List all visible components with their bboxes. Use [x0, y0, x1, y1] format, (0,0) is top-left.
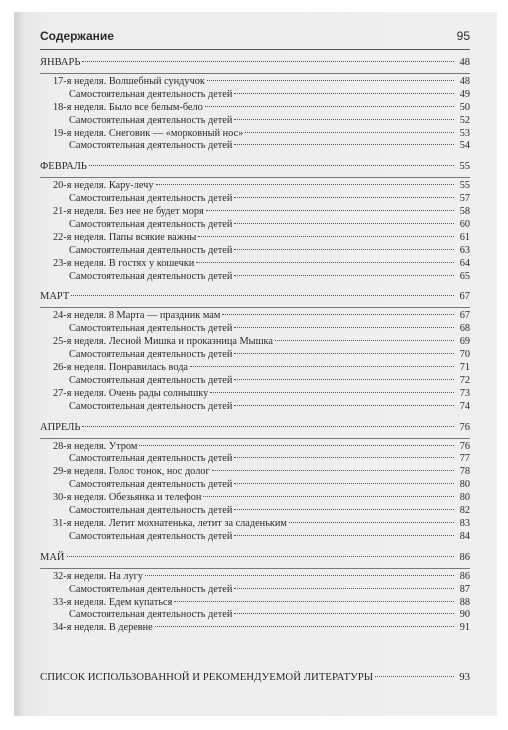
toc-entry-label: Самостоятельная деятельность детей: [69, 505, 233, 517]
dot-leader: [234, 588, 454, 589]
toc-entry-label: 33-я неделя. Едем купаться: [53, 596, 173, 608]
month-section: [40, 422, 470, 544]
dot-leader: [275, 340, 454, 341]
toc-week-entry: [40, 466, 470, 479]
month-name: АПРЕЛЬ: [40, 421, 81, 433]
toc-subentry: [40, 479, 470, 492]
toc-entry-page: 57: [459, 193, 470, 205]
toc-entry-label: Самостоятельная деятельность детей: [69, 140, 233, 152]
toc-entry-page: 74: [459, 400, 470, 412]
toc-entry-label: Самостоятельная деятельность детей: [69, 479, 233, 491]
toc-week-entry: [40, 102, 470, 115]
toc-entry-page: 91: [459, 622, 470, 634]
toc-entry-label: Самостоятельная деятельность детей: [69, 374, 233, 386]
month-section: [40, 161, 470, 283]
toc-entry-page: 78: [459, 466, 470, 478]
dot-leader: [234, 353, 454, 354]
toc-entry-page: 50: [459, 101, 470, 113]
toc-week-entry: [40, 622, 470, 635]
toc-subentry: [40, 89, 470, 102]
toc-entry-label: 32-я неделя. На лугу: [53, 570, 144, 582]
toc-entry-page: 49: [459, 88, 470, 100]
toc-entry-label: 29-я неделя. Голос тонок, нос долог: [53, 466, 210, 478]
toc-subentry: [40, 115, 470, 128]
dot-leader: [203, 496, 454, 497]
toc-subentry: [40, 245, 470, 258]
toc-week-entry: [40, 362, 470, 375]
month-heading: [40, 57, 470, 74]
dot-leader: [234, 509, 454, 510]
table-of-contents: [40, 57, 470, 643]
toc-entry-label: 25-я неделя. Лесной Мишка и проказница Мышка: [53, 336, 273, 348]
month-name: МАРТ: [40, 291, 70, 303]
dot-leader: [198, 236, 454, 237]
toc-entry-page: 73: [459, 387, 470, 399]
toc-entry-page: 70: [459, 349, 470, 361]
dot-leader: [234, 249, 454, 250]
month-name: ЯНВАРЬ: [40, 57, 81, 68]
toc-subentry: [40, 140, 470, 153]
toc-entry-label: 19-я неделя. Снеговик — «морковный нос»: [53, 127, 244, 139]
month-heading: [40, 552, 470, 569]
toc-final-entry: [40, 671, 470, 683]
toc-subentry: [40, 349, 470, 362]
month-page: 86: [459, 551, 470, 563]
toc-subentry: [40, 375, 470, 388]
month-heading: [40, 422, 470, 439]
dot-leader: [139, 445, 454, 446]
toc-entry-page: 71: [459, 362, 470, 374]
toc-entry-page: 60: [459, 219, 470, 231]
toc-subentry: [40, 219, 470, 232]
toc-entry-page: 69: [459, 336, 470, 348]
toc-entry-label: Самостоятельная деятельность детей: [69, 400, 233, 412]
toc-entry-label: Самостоятельная деятельность детей: [69, 88, 233, 100]
toc-subentry: [40, 193, 470, 206]
page-header: [40, 29, 470, 50]
toc-subentry: [40, 453, 470, 466]
dot-leader: [234, 379, 454, 380]
toc-week-entry: [40, 206, 470, 219]
dot-leader: [234, 405, 454, 406]
toc-entry-page: 48: [459, 76, 470, 87]
dot-leader: [234, 613, 454, 614]
toc-entry-label: 30-я неделя. Обезьянка и телефон: [53, 492, 202, 504]
toc-week-entry: [40, 232, 470, 245]
toc-entry-label: Самостоятельная деятельность детей: [69, 349, 233, 361]
toc-entry-page: 84: [459, 530, 470, 542]
toc-entry-page: 63: [459, 244, 470, 256]
month-section: [40, 291, 470, 413]
toc-entry-page: 52: [459, 114, 470, 126]
toc-entry-page: 61: [459, 231, 470, 243]
dot-leader: [234, 223, 454, 224]
dot-leader: [234, 119, 454, 120]
dot-leader: [234, 483, 454, 484]
month-section: [40, 57, 470, 153]
dot-leader: [67, 556, 454, 557]
dot-leader: [89, 165, 454, 166]
dot-leader: [210, 392, 454, 393]
toc-entry-label: Самостоятельная деятельность детей: [69, 323, 233, 335]
toc-entry-page: 55: [459, 180, 470, 192]
toc-entry-label: 21-я неделя. Без нее не будет моря: [53, 206, 204, 218]
toc-entry-label: Самостоятельная деятельность детей: [69, 219, 233, 231]
toc-entry-label: 23-я неделя. В гостях у кошечки: [53, 257, 195, 269]
page-number: 95: [456, 29, 470, 43]
dot-leader: [190, 366, 454, 367]
toc-entry-label: 28-я неделя. Утром: [53, 440, 138, 452]
toc-week-entry: [40, 597, 470, 610]
toc-entry-page: 76: [459, 440, 470, 452]
toc-week-entry: [40, 336, 470, 349]
dot-leader: [245, 132, 454, 133]
toc-entry-label: 34-я неделя. В деревне: [53, 622, 153, 634]
toc-entry-label: Самостоятельная деятельность детей: [69, 530, 233, 542]
toc-entry-page: 67: [459, 310, 470, 322]
toc-week-entry: [40, 258, 470, 271]
toc-week-entry: [40, 518, 470, 531]
toc-subentry: [40, 401, 470, 414]
toc-entry-label: Самостоятельная деятельность детей: [69, 453, 233, 465]
toc-entry-page: 90: [459, 609, 470, 621]
month-name: ФЕВРАЛЬ: [40, 161, 87, 173]
toc-entry-label: Самостоятельная деятельность детей: [69, 583, 233, 595]
toc-entry-label: 18-я неделя. Было все белым-бело: [53, 101, 203, 113]
dot-leader: [375, 676, 454, 677]
toc-entry-label: Самостоятельная деятельность детей: [69, 609, 233, 621]
dot-leader: [174, 601, 454, 602]
toc-entry-label: 22-я неделя. Папы всякие важны: [53, 231, 197, 243]
dot-leader: [234, 144, 454, 145]
toc-subentry: [40, 505, 470, 518]
dot-leader: [222, 314, 454, 315]
toc-week-entry: [40, 388, 470, 401]
dot-leader: [82, 426, 454, 427]
toc-entry-page: 80: [459, 479, 470, 491]
toc-entry-page: 54: [459, 140, 470, 152]
toc-entry-label: 24-я неделя. 8 Марта — праздник мам: [53, 310, 221, 322]
toc-entry-label: 26-я неделя. Понравилась вода: [53, 362, 189, 374]
toc-entry-page: 72: [459, 374, 470, 386]
toc-entry-page: 86: [459, 570, 470, 582]
month-section: [40, 552, 470, 635]
dot-leader: [234, 535, 454, 536]
dot-leader: [234, 327, 454, 328]
toc-week-entry: [40, 492, 470, 505]
toc-week-entry: [40, 76, 470, 89]
month-page: 48: [459, 57, 470, 68]
toc-entry-page: 53: [459, 127, 470, 139]
toc-entry-page: 65: [459, 270, 470, 282]
month-page: 76: [459, 421, 470, 433]
dot-leader: [155, 626, 454, 627]
dot-leader: [234, 197, 454, 198]
toc-entry-page: 64: [459, 257, 470, 269]
month-page: 55: [459, 161, 470, 173]
dot-leader: [212, 470, 454, 471]
toc-entry-page: 88: [459, 596, 470, 608]
toc-subentry: [40, 609, 470, 622]
month-name: МАЙ: [40, 551, 65, 563]
toc-entry-label: Самостоятельная деятельность детей: [69, 270, 233, 282]
toc-week-entry: [40, 180, 470, 193]
dot-leader: [205, 106, 454, 107]
toc-entry-page: 87: [459, 583, 470, 595]
toc-entry-page: 68: [459, 323, 470, 335]
toc-entry-page: 58: [459, 206, 470, 218]
dot-leader: [206, 210, 454, 211]
toc-subentry: [40, 531, 470, 544]
month-heading: [40, 291, 470, 308]
toc-entry-page: 83: [459, 517, 470, 529]
dot-leader: [207, 80, 454, 81]
toc-entry-page: 80: [459, 492, 470, 504]
book-page: [14, 12, 497, 716]
toc-subentry: [40, 584, 470, 597]
dot-leader: [82, 61, 454, 62]
toc-week-entry: [40, 310, 470, 323]
toc-week-entry: [40, 441, 470, 454]
toc-entry-label: 17-я неделя. Волшебный сундучок: [53, 76, 205, 87]
section-title: Содержание: [40, 29, 114, 43]
dot-leader: [156, 184, 455, 185]
dot-leader: [71, 295, 454, 296]
toc-entry-label: 31-я неделя. Летит мохнатенька, летит за сладеньким: [53, 517, 287, 529]
toc-subentry: [40, 323, 470, 336]
dot-leader: [196, 262, 454, 263]
toc-entry-label: 27-я неделя. Очень рады солнышку: [53, 387, 209, 399]
month-heading: [40, 161, 470, 178]
month-page: 67: [459, 291, 470, 303]
toc-entry-label: Самостоятельная деятельность детей: [69, 193, 233, 205]
toc-entry-label: 20-я неделя. Кару-лечу: [53, 180, 154, 192]
dot-leader: [145, 575, 454, 576]
toc-week-entry: [40, 571, 470, 584]
toc-entry-label: СПИСОК ИСПОЛЬЗОВАННОЙ И РЕКОМЕНДУЕМОЙ ЛИТЕРАТУРЫ: [40, 671, 374, 683]
toc-entry-label: Самостоятельная деятельность детей: [69, 244, 233, 256]
toc-week-entry: [40, 128, 470, 141]
toc-entry-label: Самостоятельная деятельность детей: [69, 114, 233, 126]
toc-entry-page: 93: [459, 671, 470, 683]
toc-subentry: [40, 271, 470, 284]
dot-leader: [234, 93, 454, 94]
toc-entry-page: 77: [459, 453, 470, 465]
dot-leader: [234, 457, 454, 458]
dot-leader: [234, 275, 454, 276]
dot-leader: [289, 522, 454, 523]
toc-entry-page: 82: [459, 505, 470, 517]
